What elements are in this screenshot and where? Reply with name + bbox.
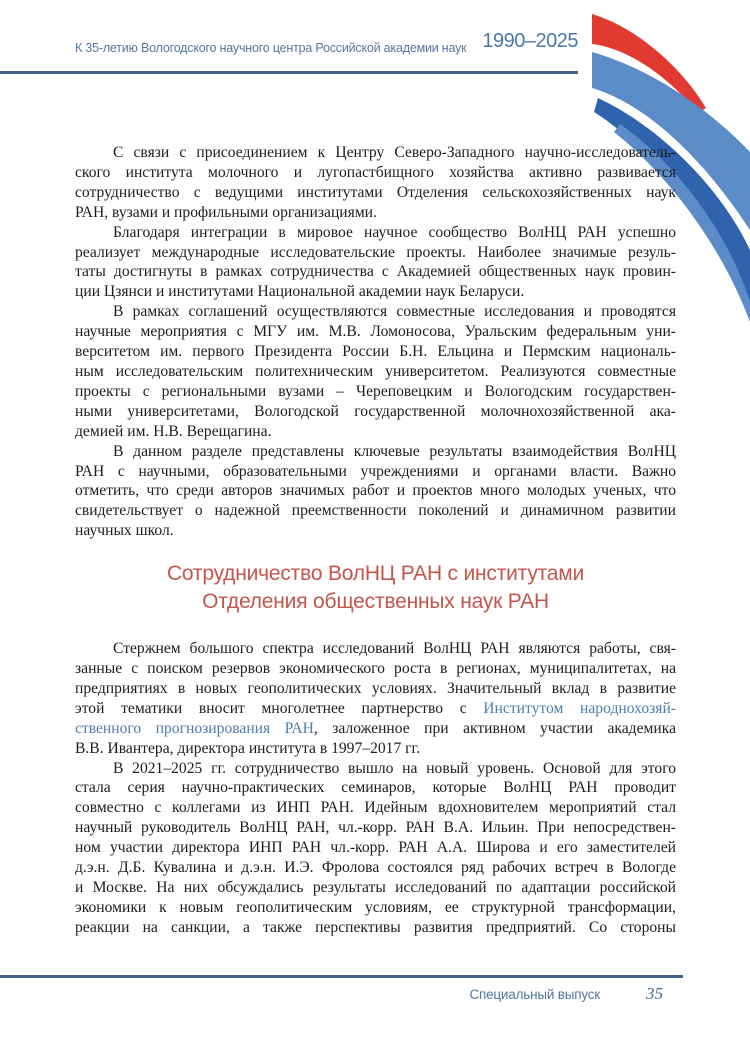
text-segment: В.В. Ивантера, директора института в 1997–2017 гг. xyxy=(75,739,421,757)
text-segment: ном участии директора ИНП РАН чл.-корр. РАН А.А. Широва и его заместителей xyxy=(75,839,676,857)
text-line xyxy=(75,203,676,223)
text-segment: свидетельствует о надежной преемственности поколений и динамичном развитии xyxy=(75,502,676,520)
text-segment: верситетом им. первого Президента России Б.Н. Ельцина и Пермским националь- xyxy=(75,343,676,361)
paragraph xyxy=(75,143,676,223)
text-segment: С связи с присоединением к Центру Северо-Западного научно-исследователь- xyxy=(113,144,676,161)
text-segment: РАН с научными, образовательными учреждениями и органами власти. Важно xyxy=(75,462,676,480)
text-line xyxy=(75,262,676,282)
text-segment: этой тематики вносит многолетнее партнерство с xyxy=(75,699,484,717)
text-segment: В данном разделе представлены ключевые результаты взаимодействия ВолНЦ xyxy=(113,442,676,460)
paragraph xyxy=(75,302,676,441)
text-line xyxy=(75,342,676,362)
text-line xyxy=(75,878,676,898)
text-line xyxy=(75,322,676,342)
text-line xyxy=(75,163,676,183)
text-segment: научных школ. xyxy=(75,522,174,540)
header-title: К 35-летию Вологодского научного центра Российской академии наук xyxy=(75,41,467,55)
inp-ran-link[interactable]: Институтом народнохозяй- xyxy=(483,699,677,717)
body-text xyxy=(75,143,676,938)
text-line xyxy=(75,362,676,382)
text-line xyxy=(75,818,676,838)
text-segment: , заложенное при активном участии академика xyxy=(313,719,677,737)
text-line xyxy=(75,918,676,938)
text-segment: и Москве. На них обсуждались результаты исследований по адаптации российской xyxy=(75,879,676,896)
text-line xyxy=(75,422,676,442)
footer-issue-label: Специальный выпуск xyxy=(469,987,600,1002)
text-segment: стала серия научно-практических семинаров, которые ВолНЦ РАН проводит xyxy=(75,779,676,797)
text-segment: РАН, вузами и профильными организациями. xyxy=(75,203,377,221)
text-line xyxy=(75,183,676,203)
text-line xyxy=(75,560,676,588)
text-segment: Стержнем большого спектра исследований ВолНЦ РАН являются работы, свя- xyxy=(113,640,676,658)
paragraph xyxy=(75,639,676,758)
paragraph xyxy=(75,223,676,303)
text-segment: реализует международные исследовательские проекты. Наиболее значимые резуль- xyxy=(75,243,676,261)
text-segment: научный руководитель ВолНЦ РАН, чл.-корр. РАН В.А. Ильин. При непосредствен- xyxy=(75,819,676,837)
text-line xyxy=(75,462,676,482)
text-line xyxy=(75,588,676,616)
text-line xyxy=(75,759,676,779)
text-segment: предприятиях в новых геополитических условиях. Значительный вклад в развитие xyxy=(75,679,676,697)
section-heading xyxy=(75,560,676,616)
text-line xyxy=(75,302,676,322)
text-line xyxy=(75,382,676,402)
text-segment: занные с поиском резервов экономического роста в регионах, муниципалитетах, на xyxy=(75,660,676,678)
text-segment: демией им. Н.В. Верещагина. xyxy=(75,422,272,440)
text-line xyxy=(75,659,676,679)
text-segment: таты достигнуты в рамках сотрудничества с Академией общественных наук провин- xyxy=(75,263,676,281)
text-line xyxy=(75,501,676,521)
text-segment: реакции на санкции, а также перспективы развития предприятий. Со стороны xyxy=(75,918,676,936)
text-segment: отметить, что среди авторов значимых работ и проектов много молодых ученых, что xyxy=(75,482,676,500)
text-line xyxy=(75,639,676,659)
paragraph xyxy=(75,442,676,542)
text-segment: совместно с коллегами из ИНП РАН. Идейным вдохновителем мероприятий стал xyxy=(75,799,676,817)
text-segment: ным исследовательским политехническим университетом. Реализуются совместные xyxy=(75,362,676,380)
text-line xyxy=(75,282,676,302)
text-line xyxy=(75,898,676,918)
text-segment: Отделения общественных наук РАН xyxy=(202,590,549,614)
text-segment: ными университетами, Вологодской государственной молочнохозяйственной ака- xyxy=(75,402,676,420)
text-line xyxy=(75,858,676,878)
text-segment: сотрудничество с ведущими институтами Отделения сельскохозяйственных наук xyxy=(75,183,676,201)
text-segment: Благодаря интеграции в мировое научное сообщество ВолНЦ РАН успешно xyxy=(113,223,676,241)
text-segment: Сотрудничество ВолНЦ РАН с институтами xyxy=(166,562,585,586)
inp-ran-link[interactable]: ственного прогнозирования РАН xyxy=(75,719,314,737)
text-line xyxy=(75,243,676,263)
text-line xyxy=(75,679,676,699)
text-line xyxy=(75,143,676,163)
text-line xyxy=(75,402,676,422)
text-line xyxy=(75,481,676,501)
footer-page-number: 35 xyxy=(646,984,663,1003)
text-segment: научные мероприятия с МГУ им. М.В. Ломоносова, Уральским федеральным уни- xyxy=(75,323,676,341)
text-line xyxy=(75,699,676,719)
paragraph xyxy=(75,759,676,938)
text-segment: В 2021–2025 гг. сотрудничество вышло на новый уровень. Основой для этого xyxy=(113,759,676,777)
text-line xyxy=(75,719,676,739)
text-line xyxy=(75,778,676,798)
text-line xyxy=(75,223,676,243)
text-segment: ции Цзянси и институтами Национальной академии наук Беларуси. xyxy=(75,283,525,301)
header-rule xyxy=(0,71,578,74)
text-segment: ского института молочного и лугопастбищного хозяйства активно развивается xyxy=(75,163,676,181)
text-line xyxy=(75,521,676,541)
text-segment: проекты с региональными вузами – Череповецким и Вологодским государствен- xyxy=(75,382,676,400)
text-line xyxy=(75,442,676,462)
text-line xyxy=(75,739,676,759)
text-segment: В рамках соглашений осуществляются совместные исследования и проводятся xyxy=(113,303,676,321)
text-segment: экономики к новым геополитическим условиям, ее структурной трансформации, xyxy=(75,898,676,916)
text-line xyxy=(75,838,676,858)
text-segment: д.э.н. Д.Б. Кувалина и д.э.н. И.Э. Фролова состоялся ряд рабочих встреч в Вологде xyxy=(75,859,676,877)
header-years: 1990–2025 xyxy=(482,30,578,52)
footer-rule xyxy=(0,975,683,978)
text-line xyxy=(75,798,676,818)
